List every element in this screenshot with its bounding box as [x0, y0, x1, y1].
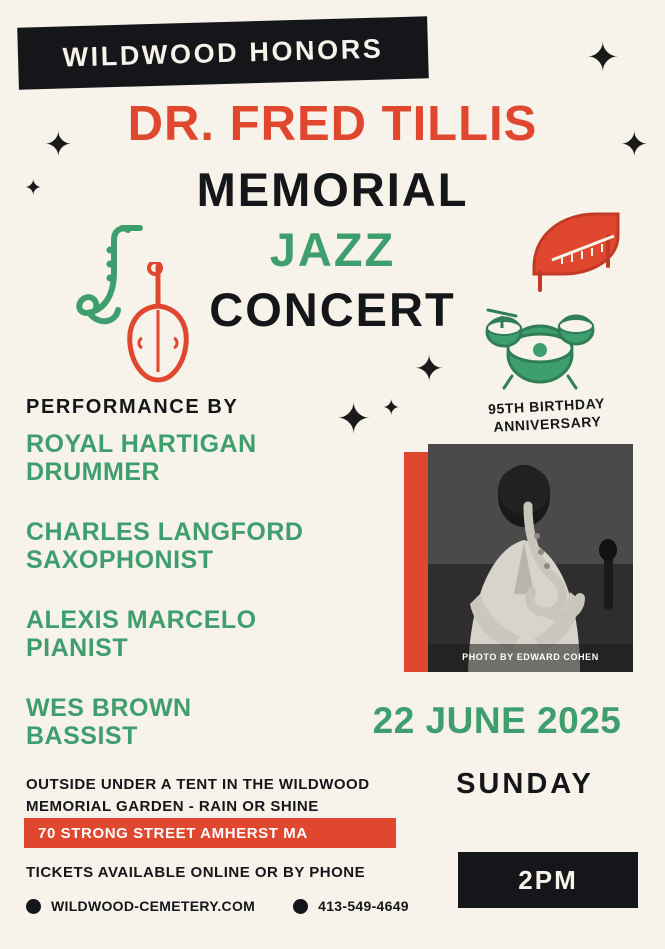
- performer-name: ALEXIS MARCELO: [26, 606, 257, 634]
- tickets-note: TICKETS AVAILABLE ONLINE OR BY PHONE: [26, 864, 366, 881]
- website-link[interactable]: WILDWOOD-CEMETERY.COM: [51, 898, 256, 914]
- event-day: SUNDAY: [456, 768, 594, 800]
- event-date: 22 JUNE 2025: [372, 700, 622, 741]
- sparkle-icon: ✦: [620, 125, 649, 165]
- birthday-note: [451, 393, 643, 438]
- honors-banner: [17, 16, 429, 89]
- performer-role: DRUMMER: [26, 458, 161, 486]
- performance-heading: PERFORMANCE BY: [26, 396, 239, 418]
- birthday-line-1: 95TH BIRTHDAY: [487, 394, 606, 418]
- performer-entry: [26, 518, 303, 574]
- performer-entry: [26, 606, 257, 662]
- venue-line-1: OUTSIDE UNDER A TENT IN THE WILDWOOD: [26, 776, 370, 793]
- phone-number[interactable]: 413-549-4649: [318, 898, 409, 914]
- sparkle-icon: ✦: [44, 125, 73, 165]
- performer-role: PIANIST: [26, 634, 129, 662]
- event-time-box: [458, 852, 638, 908]
- sparkle-icon: ✦: [414, 349, 445, 390]
- birthday-line-2: ANNIVERSARY: [493, 412, 602, 435]
- address-box: [24, 818, 396, 848]
- performer-entry: [26, 694, 192, 750]
- performer-role: SAXOPHONIST: [26, 546, 214, 574]
- page-title: DR. FRED TILLIS: [127, 97, 538, 151]
- performer-role: BASSIST: [26, 722, 138, 750]
- performer-entry: [26, 430, 257, 486]
- honors-banner-label: WILDWOOD HONORS: [62, 33, 384, 72]
- double-bass-icon: [112, 262, 202, 392]
- venue-info: [26, 774, 416, 818]
- venue-line-2: MEMORIAL GARDEN - RAIN OR SHINE: [26, 797, 319, 815]
- performer-name: WES BROWN: [26, 694, 192, 722]
- contact-row: [26, 898, 409, 914]
- sparkle-icon: ✦: [382, 396, 401, 421]
- event-time: 2PM: [518, 864, 578, 895]
- photo-credit: PHOTO BY EDWARD COHEN: [462, 652, 599, 662]
- sparkle-icon: ✦: [336, 394, 372, 443]
- drum-kit-icon: [482, 296, 598, 390]
- venue-address: 70 STRONG STREET AMHERST MA: [38, 824, 308, 842]
- portrait-photo: [428, 444, 633, 672]
- title-concert: CONCERT: [209, 283, 456, 336]
- sparkle-icon: ✦: [24, 176, 43, 201]
- title-jazz: JAZZ: [269, 223, 396, 276]
- piano-icon: [522, 206, 630, 298]
- performer-name: ROYAL HARTIGAN: [26, 430, 257, 458]
- bullet-icon: [26, 899, 41, 914]
- title-memorial: MEMORIAL: [196, 163, 469, 216]
- sparkle-icon: ✦: [586, 35, 620, 81]
- bullet-icon: [293, 899, 308, 914]
- performer-name: CHARLES LANGFORD: [26, 518, 304, 546]
